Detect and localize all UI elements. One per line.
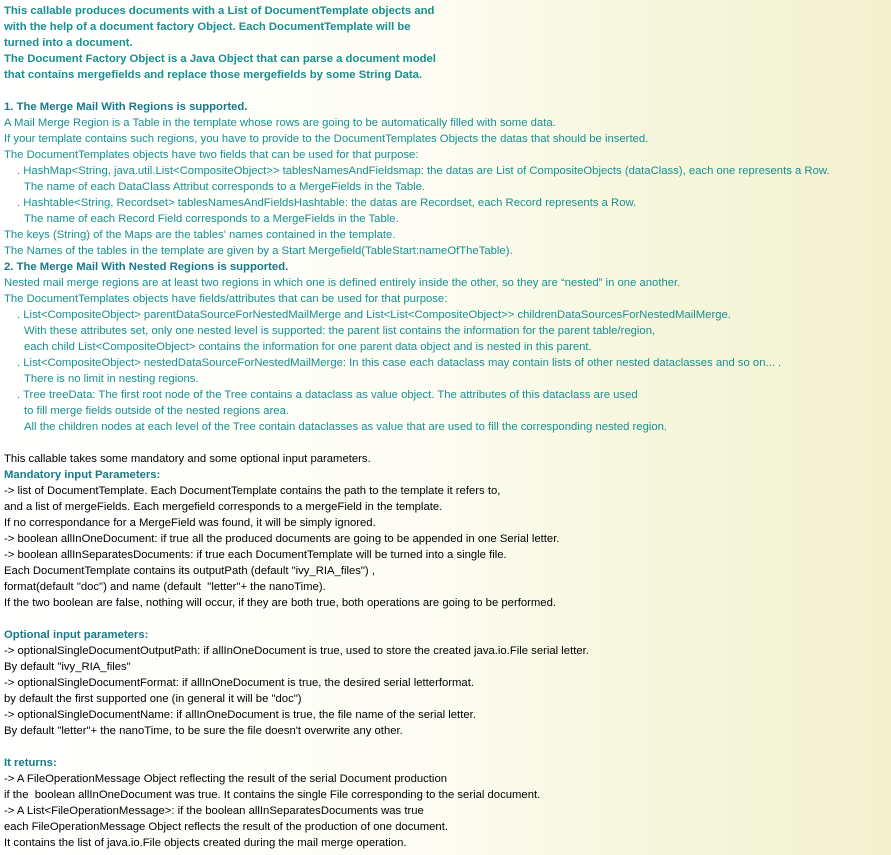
param-line: and a list of mergeFields. Each mergefield corresponds to a mergeField in the template. — [4, 501, 443, 513]
param-line: If no correspondance for a MergeField was found, it will be simply ignored. — [4, 517, 376, 529]
intro-line: turned into a document. — [4, 37, 133, 49]
intro-line: This callable produces documents with a List of DocumentTemplate objects and — [4, 5, 435, 17]
bullet-item: . Tree treeData: The first root node of the Tree contains a dataclass as value object. The attributes of this dataclass are used — [17, 389, 638, 401]
param-line: Each DocumentTemplate contains its outputPath (default "ivy_RIA_files") , — [4, 565, 375, 577]
section-heading: 1. The Merge Mail With Regions is supported. — [4, 101, 248, 113]
bullet-subline: All the children nodes at each level of the Tree contain dataclasses as value that are used to fill the corresponding nested region. — [24, 421, 668, 433]
bullet-subline: The name of each Record Field corresponds to a MergeFields in the Table. — [24, 213, 399, 225]
text-line: A Mail Merge Region is a Table in the template whose rows are going to be automatically filled with some data. — [4, 117, 556, 129]
text-line: The Names of the tables in the template are given by a Start Mergefield(TableStart:nameOfTheTable). — [4, 245, 513, 257]
section-heading: Optional input parameters: — [4, 629, 149, 641]
return-line: It contains the list of java.io.File objects created during the mail merge operation. — [4, 837, 407, 849]
return-line: -> A FileOperationMessage Object reflecting the result of the serial Document production — [4, 773, 448, 785]
param-line: If the two boolean are false, nothing will occur, if they are both true, both operations are going to be performed. — [4, 597, 557, 609]
bullet-item: . List<CompositeObject> parentDataSourceForNestedMailMerge and List<List<CompositeObject>> childrenDataSourcesForNestedMailMerge. — [17, 309, 731, 321]
text-line: The keys (String) of the Maps are the tables' names contained in the template. — [4, 229, 396, 241]
param-line: -> optionalSingleDocumentOutputPath: if allInOneDocument is true, used to store the created java.io.File serial letter. — [4, 645, 589, 657]
param-line: format(default "doc") and name (default "letter"+ the nanoTime). — [4, 581, 326, 593]
text-line: The DocumentTemplates objects have fields/attributes that can be used for that purpose: — [4, 293, 448, 305]
intro-line: The Document Factory Object is a Java Object that can parse a document model — [4, 53, 436, 65]
section-merge-regions — [4, 99, 891, 259]
bullet-item: . List<CompositeObject> nestedDataSourceForNestedMailMerge: In this case each dataclass may contain lists of other nested dataclasses and so on... . — [17, 357, 782, 369]
text-line: If your template contains such regions, you have to provide to the DocumentTemplates Objects the datas that should be inserted. — [4, 133, 649, 145]
param-line: -> optionalSingleDocumentFormat: if allInOneDocument is true, the desired serial letterformat. — [4, 677, 474, 689]
return-line: each FileOperationMessage Object reflects the result of the production of one document. — [4, 821, 448, 833]
text-line: Nested mail merge regions are at least two regions in which one is defined entirely inside the other, so they are “nested” in one another. — [4, 277, 681, 289]
bullet-subline: With these attributes set, only one nested level is supported: the parent list contains the information for the parent table/region, — [24, 325, 656, 337]
param-line: -> boolean allInOneDocument: if true all the produced documents are going to be appended in one Serial letter. — [4, 533, 560, 545]
param-line: -> optionalSingleDocumentName: if allInOneDocument is true, the file name of the serial letter. — [4, 709, 476, 721]
section-heading: Mandatory input Parameters: — [4, 469, 161, 481]
param-line: -> list of DocumentTemplate. Each DocumentTemplate contains the path to the template it refers to, — [4, 485, 501, 497]
return-line: -> A List<FileOperationMessage>: if the boolean allInSeparatesDocuments was true — [4, 805, 424, 817]
params-intro: This callable takes some mandatory and some optional input parameters. — [4, 453, 371, 465]
text-line: The DocumentTemplates objects have two fields that can be used for that purpose: — [4, 149, 419, 161]
param-line: By default "letter"+ the nanoTime, to be sure the file doesn't overwrite any other. — [4, 725, 403, 737]
intro-line: with the help of a document factory Object. Each DocumentTemplate will be — [4, 21, 411, 33]
param-line: by default the first supported one (in general it will be "doc") — [4, 693, 302, 705]
bullet-subline: There is no limit in nesting regions. — [24, 373, 199, 385]
param-line: -> boolean allInSeparatesDocuments: if true each DocumentTemplate will be turned into a single file. — [4, 549, 507, 561]
section-optional-params — [4, 627, 891, 739]
bullet-subline: The name of each DataClass Attribut corresponds to a MergeFields in the Table. — [24, 181, 426, 193]
bullet-item: . Hashtable<String, Recordset> tablesNamesAndFieldsHashtable: the datas are Recordset, each Record represents a Row. — [17, 197, 637, 209]
section-returns — [4, 755, 891, 851]
section-nested-regions — [4, 259, 891, 435]
bullet-item: . HashMap<String, java.util.List<CompositeObject>> tablesNamesAndFieldsmap: the datas are List of CompositeObjects (dataClass), each one represents a Row. — [17, 165, 830, 177]
param-line: By default "ivy_RIA_files" — [4, 661, 131, 673]
intro-block — [4, 3, 891, 83]
bullet-subline: each child List<CompositeObject> contains the information for one parent data object and is nested in this parent. — [24, 341, 592, 353]
bullet-subline: to fill merge fields outside of the nested regions area. — [24, 405, 290, 417]
section-mandatory-params — [4, 467, 891, 611]
section-heading: It returns: — [4, 757, 57, 769]
return-line: if the boolean allInOneDocument was true. It contains the single File corresponding to the serial document. — [4, 789, 541, 801]
intro-line: that contains mergefields and replace those mergefields by some String Data. — [4, 69, 423, 81]
section-heading: 2. The Merge Mail With Nested Regions is supported. — [4, 261, 289, 273]
